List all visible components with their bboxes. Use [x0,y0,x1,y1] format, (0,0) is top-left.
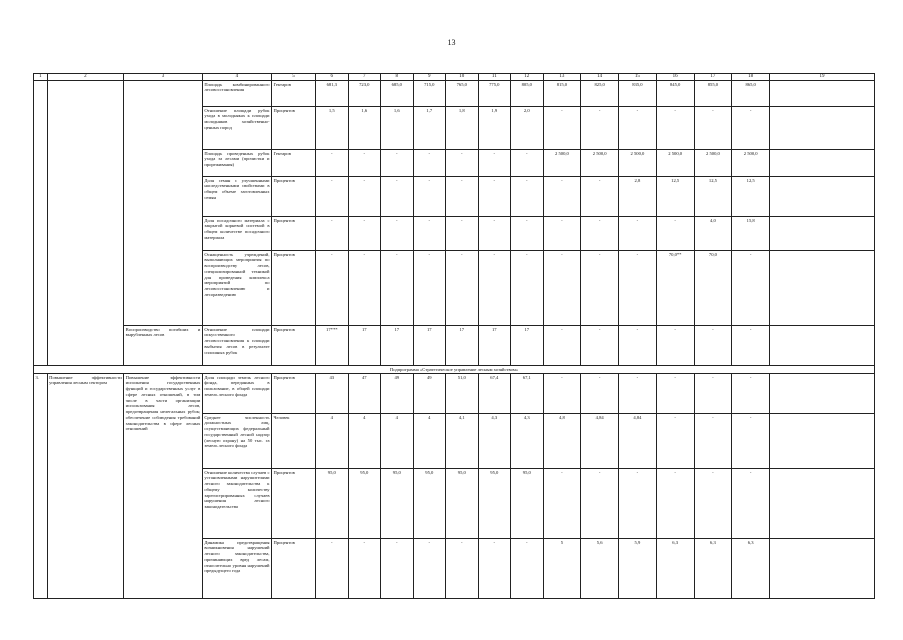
unit-cell: Процентов [272,539,316,599]
value-cell: - [348,539,381,599]
objective-cell [47,81,124,366]
indicator-cell: Отношение площади рубок ухода в молодняках к площади молодняков хозяйственно-ценных пород [202,107,271,150]
indicator-table [33,73,875,599]
value-cell: - [694,326,732,366]
note-cell [770,81,875,107]
value-cell: 1,7 [413,107,446,150]
column-number: 4 [202,74,271,81]
value-cell: - [732,414,770,469]
value-cell: - [348,177,381,217]
table-row [34,374,875,414]
value-cell: - [732,326,770,366]
value-cell: 815,0 [543,81,581,107]
value-cell: 49 [413,374,446,414]
unit-cell: Процентов [272,251,316,326]
value-cell: 825,0 [581,81,619,107]
note-cell [770,414,875,469]
value-cell: - [694,107,732,150]
value-cell: - [619,217,657,251]
value-cell: 17 [478,326,511,366]
column-number: 13 [543,74,581,81]
value-cell: - [581,217,619,251]
indicator-cell: Среднее численность должностных лиц, осуществляющих федеральный государственный лесной надзор (лесную охрану) на 50 тыс. га земель лесного фонда [202,414,271,469]
indicator-cell: Отношение количества случаев с установленными нарушителями лесного законодательства к общему количеству зарегистрированных случаев нарушения лесного законодательства [202,469,271,539]
value-cell: - [543,177,581,217]
value-cell: - [348,251,381,326]
value-cell: 17 [446,326,479,366]
unit-cell: Процентов [272,374,316,414]
value-cell: 775,0 [478,81,511,107]
table-row [34,326,875,366]
value-cell: - [732,374,770,414]
value-cell: - [732,469,770,539]
value-cell: - [478,217,511,251]
value-cell: - [511,177,544,217]
value-cell: 4,1 [446,414,479,469]
value-cell: 1,8 [446,107,479,150]
value-cell: - [511,217,544,251]
value-cell: 6,3 [694,539,732,599]
task-cell: Повышение эффективности исполнения государственных функций и государственных услуг в сфере лесных отношений, в том числе в части организации использования лесов, предотвращения нелегальных рубок; обеспечение соблюдения требований законодательства в сфере лесных отношений [124,374,203,599]
value-cell: 51,0 [446,374,479,414]
value-cell: - [543,251,581,326]
value-cell: 2,0 [511,107,544,150]
value-cell: - [656,107,694,150]
value-cell: 5 [543,539,581,599]
row-number: 3. [34,374,48,599]
column-number: 2 [47,74,124,81]
value-cell: 4,3 [478,414,511,469]
value-cell: 2 500,0 [656,150,694,177]
unit-cell: Процентов [272,326,316,366]
value-cell: 95,0 [511,469,544,539]
value-cell: 1,5 [316,107,349,150]
value-cell: - [732,107,770,150]
column-number: 18 [732,74,770,81]
value-cell: - [656,469,694,539]
column-number: 15 [619,74,657,81]
value-cell: - [446,539,479,599]
value-cell: 12,5 [694,177,732,217]
indicator-cell: Доля площади земель лесного фонда, переданных в пользование, в общей площади земель лесного фонда [202,374,271,414]
value-cell: - [413,150,446,177]
value-cell: - [656,414,694,469]
value-cell: 2 500,0 [694,150,732,177]
value-cell: - [543,107,581,150]
value-cell: 12,5 [732,177,770,217]
page-number: 13 [447,38,456,47]
value-cell: 845,0 [656,81,694,107]
value-cell: 765,0 [446,81,479,107]
value-cell: 17 [381,326,414,366]
value-cell: - [348,150,381,177]
value-cell: 865,0 [732,81,770,107]
value-cell: - [619,251,657,326]
value-cell: - [316,150,349,177]
value-cell: - [316,251,349,326]
value-cell: - [581,469,619,539]
indicator-cell: Динамика предотвращения возникновения нарушений лесного законодательства, причиняющих вред лесам, относительно уровня нарушений предыдущего года [202,539,271,599]
value-cell: 15,8 [732,217,770,251]
value-cell: 47 [348,374,381,414]
value-cell: - [543,469,581,539]
value-cell: - [543,326,581,366]
value-cell: - [694,469,732,539]
note-cell [770,107,875,150]
value-cell: 70,0** [656,251,694,326]
indicator-cell: Оснащенность учреждений, выполняющих мероприятия по воспроизводству лесов, специализированной техникой для проведения комплекса мероприятий по лесовосстановлению и лесоразведению [202,251,271,326]
value-cell: 681,3 [316,81,349,107]
value-cell: - [413,217,446,251]
column-number: 1 [34,74,48,81]
value-cell: - [381,539,414,599]
subprogram-row [34,366,875,374]
value-cell: 12,5 [656,177,694,217]
column-number: 17 [694,74,732,81]
value-cell: - [511,150,544,177]
indicator-cell: Доля посадочного материала с закрытой корневой системой в общем количестве посадочного материала [202,217,271,251]
value-cell: - [381,217,414,251]
value-cell: 5,9 [619,539,657,599]
value-cell: 1,6 [348,107,381,150]
note-cell [770,217,875,251]
value-cell: 17 [511,326,544,366]
unit-cell: Процентов [272,107,316,150]
value-cell: - [732,251,770,326]
column-number: 6 [316,74,349,81]
value-cell: 4,0 [694,217,732,251]
value-cell: 95,0 [478,469,511,539]
value-cell: 4,8 [543,414,581,469]
value-cell: 855,0 [694,81,732,107]
value-cell: 70,0 [694,251,732,326]
value-cell: - [694,414,732,469]
objective-cell: Повышение эффективности управления лесным сектором [47,374,124,599]
value-cell: 2 500,0 [543,150,581,177]
value-cell: - [581,107,619,150]
value-cell: 95,0 [348,469,381,539]
value-cell: - [619,107,657,150]
value-cell: 17*** [316,326,349,366]
value-cell: - [543,374,581,414]
indicator-cell: Площадь проведенных рубок ухода за лесами (прочистки и прореживания) [202,150,271,177]
value-cell: 17 [413,326,446,366]
column-number: 12 [511,74,544,81]
value-cell: - [446,217,479,251]
value-cell: 17 [348,326,381,366]
value-cell: 4 [381,414,414,469]
value-cell: - [511,251,544,326]
value-cell: - [316,539,349,599]
header-row [34,74,875,81]
unit-cell: Процентов [272,177,316,217]
value-cell: 2,8 [619,177,657,217]
value-cell: - [316,177,349,217]
column-number: 9 [413,74,446,81]
unit-cell: Процентов [272,469,316,539]
value-cell: 5,6 [581,539,619,599]
value-cell: - [478,150,511,177]
value-cell: 95,0 [316,469,349,539]
value-cell: - [543,217,581,251]
value-cell: 723,0 [348,81,381,107]
row-number [34,81,48,366]
value-cell: - [581,251,619,326]
value-cell: - [581,374,619,414]
value-cell: 685,0 [381,81,414,107]
value-cell: - [581,326,619,366]
value-cell: - [656,374,694,414]
column-number: 16 [656,74,694,81]
value-cell: 6,3 [732,539,770,599]
value-cell: - [511,539,544,599]
value-cell: 2 500,0 [619,150,657,177]
value-cell: 715,0 [413,81,446,107]
note-cell [770,251,875,326]
value-cell: 95,0 [381,469,414,539]
value-cell: - [446,150,479,177]
value-cell: 49 [381,374,414,414]
indicator-cell: Отношение площади искусственного лесовосстановления к площади выбытия лесов в результате сплошных рубок [202,326,271,366]
value-cell: 805,0 [511,81,544,107]
value-cell: - [413,177,446,217]
value-cell: 67,4 [478,374,511,414]
value-cell: 4 [413,414,446,469]
value-cell: 95,0 [446,469,479,539]
subprogram-title: Подпрограмма «Стратегическое управление лесным хозяйством» [34,366,875,374]
value-cell: 43 [316,374,349,414]
note-cell [770,326,875,366]
value-cell: 2 500,0 [581,150,619,177]
value-cell: - [478,251,511,326]
value-cell: - [581,177,619,217]
value-cell: - [348,217,381,251]
column-number: 8 [381,74,414,81]
unit-cell: Гектаров [272,150,316,177]
value-cell: - [619,469,657,539]
value-cell: - [446,177,479,217]
value-cell: 4,3 [511,414,544,469]
value-cell: 4,84 [581,414,619,469]
column-number: 11 [478,74,511,81]
note-cell [770,177,875,217]
note-cell [770,150,875,177]
value-cell: 2 500,0 [732,150,770,177]
unit-cell: Человек [272,414,316,469]
value-cell: - [478,539,511,599]
value-cell: - [413,539,446,599]
value-cell: - [381,251,414,326]
value-cell: - [381,150,414,177]
value-cell: - [316,217,349,251]
indicator-cell: Доля семян с улучшенными наследственными свойствами в общем объеме заготовленных семян [202,177,271,217]
value-cell: - [619,374,657,414]
value-cell: - [413,251,446,326]
unit-cell: Процентов [272,217,316,251]
unit-cell: Гектаров [272,81,316,107]
note-cell [770,469,875,539]
value-cell: 1,9 [478,107,511,150]
column-number: 3 [124,74,203,81]
value-cell: 4,84 [619,414,657,469]
value-cell: - [694,374,732,414]
value-cell: - [478,177,511,217]
value-cell: - [381,177,414,217]
value-cell: 835,0 [619,81,657,107]
table-row [34,81,875,107]
indicator-cell: Площадь комбинированного лесовосстановления [202,81,271,107]
value-cell: 4 [316,414,349,469]
column-number: 7 [348,74,381,81]
value-cell: - [656,217,694,251]
column-number: 10 [446,74,479,81]
value-cell: - [446,251,479,326]
value-cell: - [619,326,657,366]
task-cell-empty [124,81,203,326]
note-cell [770,374,875,414]
value-cell: 4 [348,414,381,469]
column-number: 14 [581,74,619,81]
column-number: 5 [272,74,316,81]
note-cell [770,539,875,599]
value-cell: 1,6 [381,107,414,150]
column-number: 19 [770,74,875,81]
task-cell: Воспроизводство погибших и вырубленных лесов [124,326,203,366]
value-cell: 95,0 [413,469,446,539]
value-cell: 67,1 [511,374,544,414]
value-cell: - [656,326,694,366]
value-cell: 6,3 [656,539,694,599]
